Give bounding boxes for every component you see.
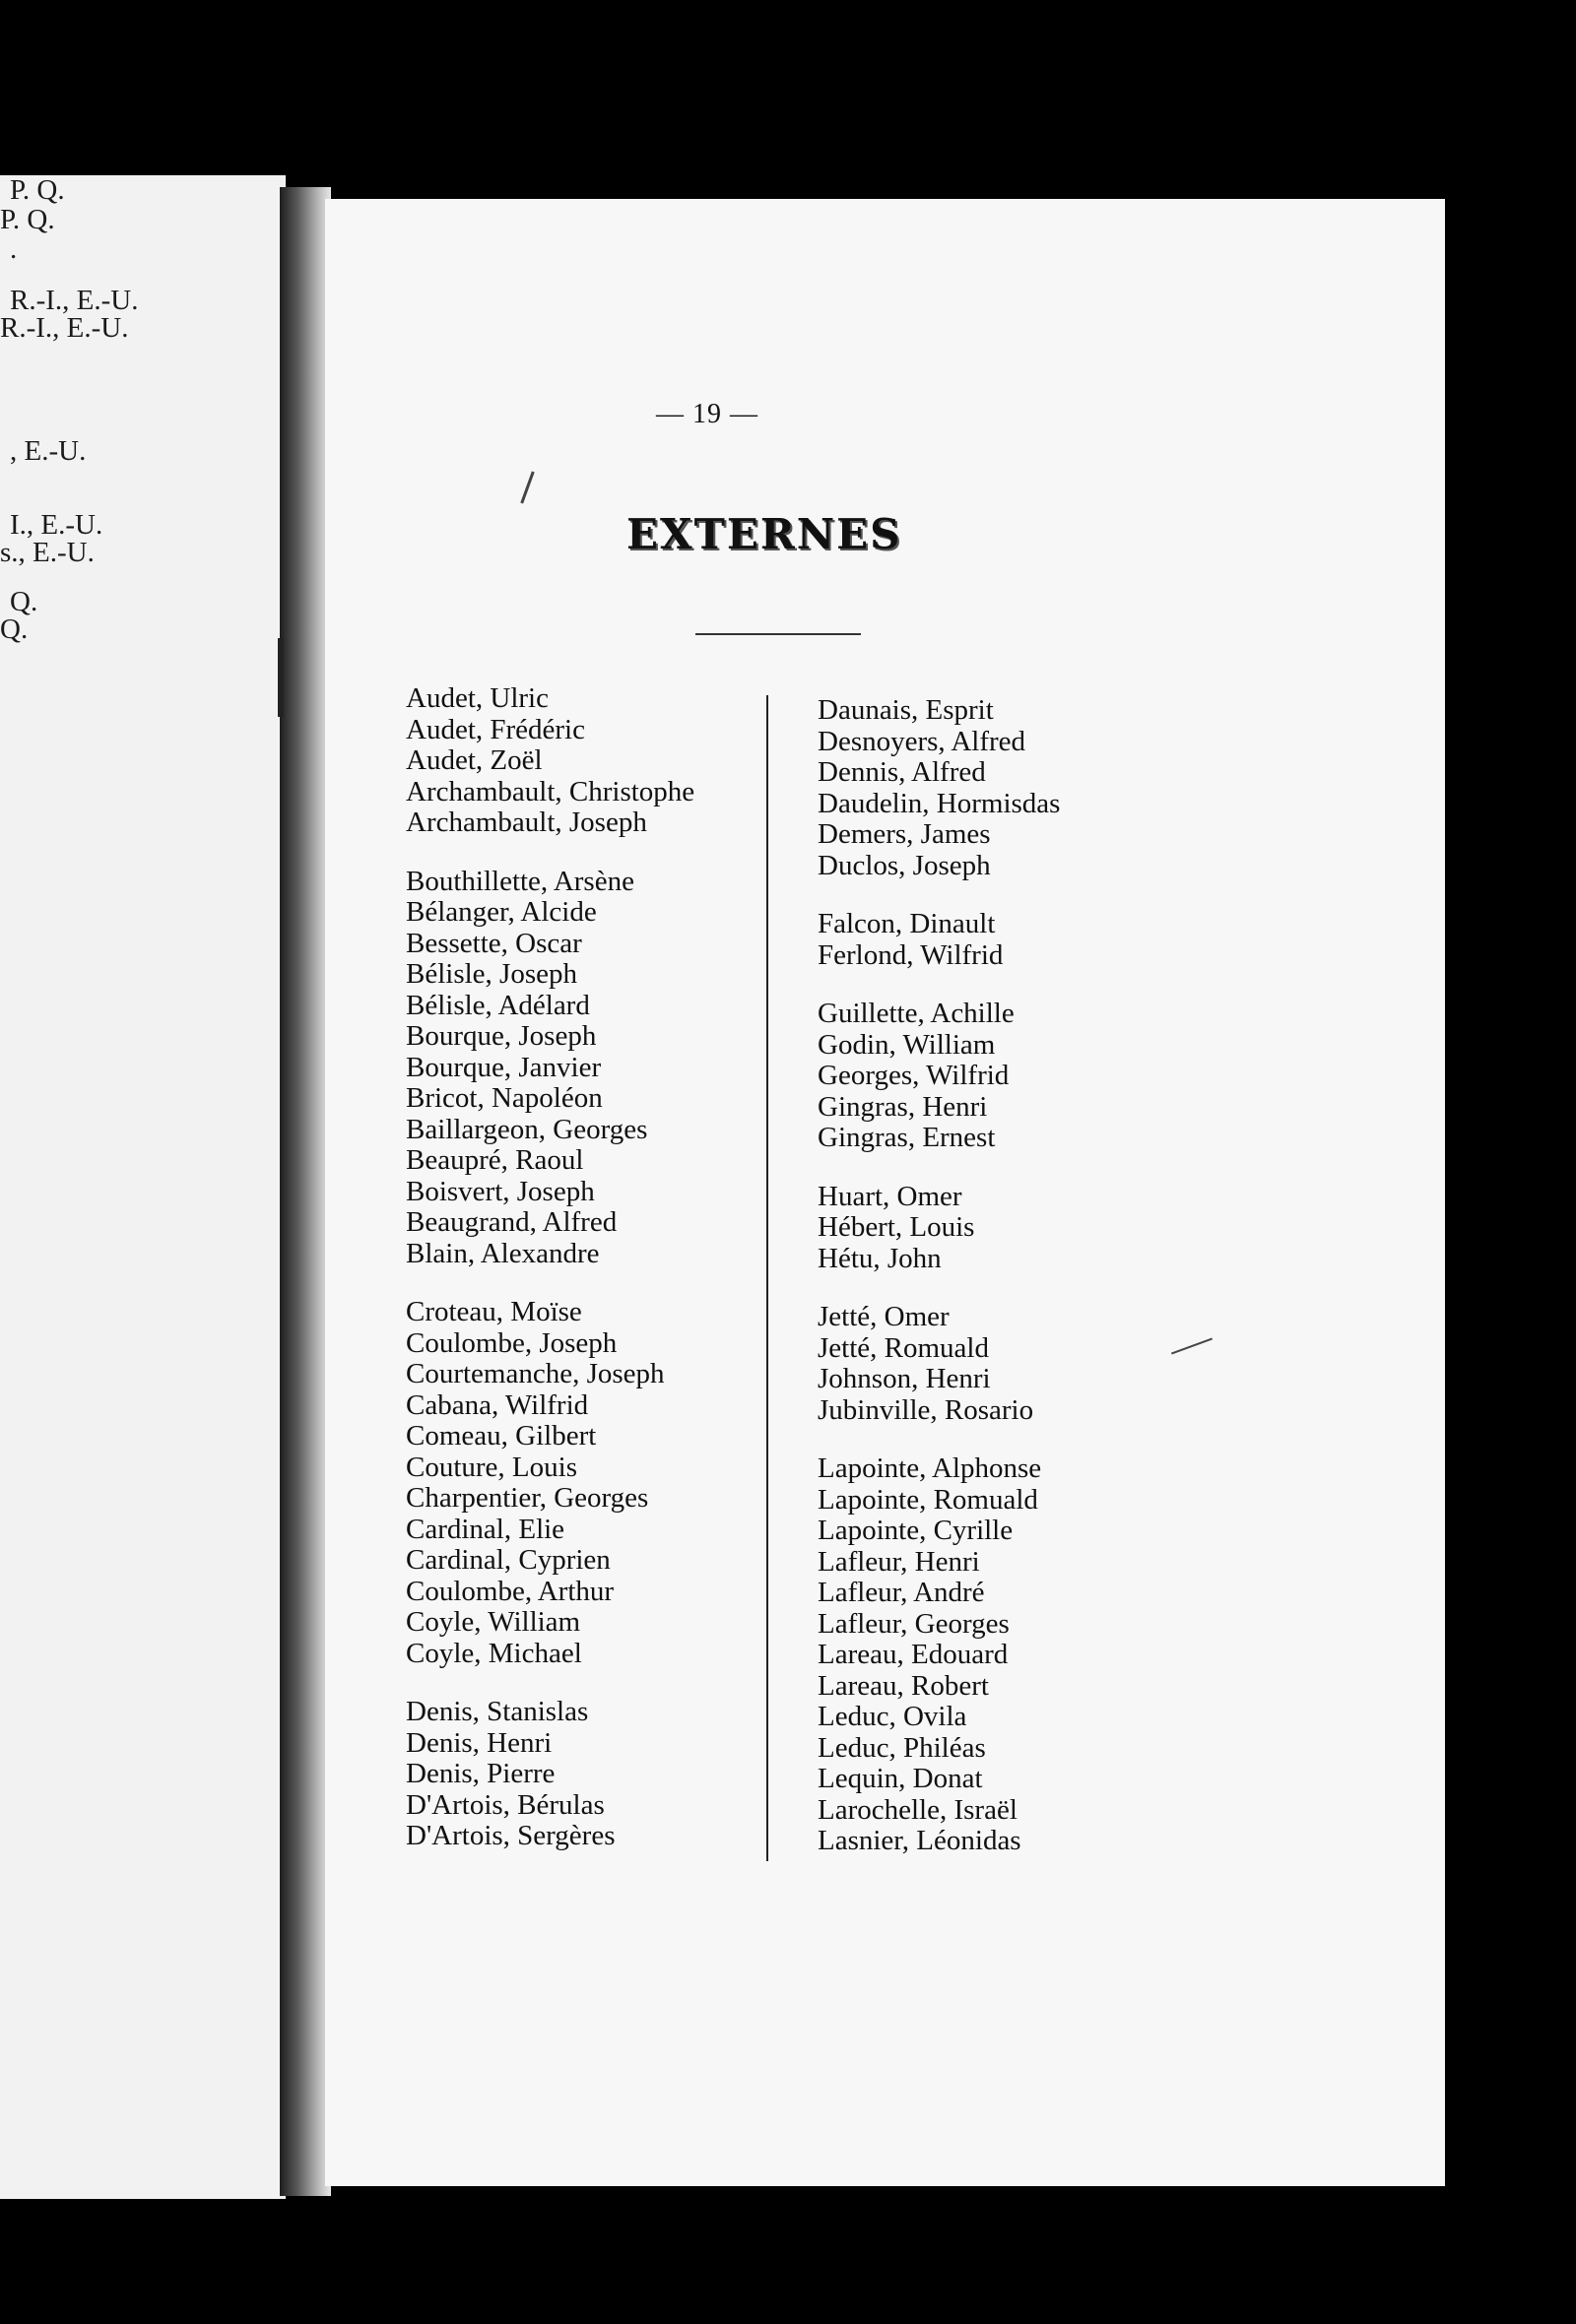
student-name: Lapointe, Romuald [818, 1483, 1038, 1516]
student-name: Jetté, Omer [818, 1301, 950, 1332]
student-name: Gingras, Ernest [818, 1122, 996, 1153]
student-name: Falcon, Dinault [818, 908, 996, 939]
student-name: Bélisle, Adélard [406, 989, 590, 1021]
student-name: Hétu, John [818, 1242, 942, 1274]
student-name: Archambault, Christophe [406, 775, 695, 807]
student-name: Denis, Pierre [406, 1758, 556, 1789]
student-name: Johnson, Henri [818, 1363, 991, 1394]
student-name: Godin, William [818, 1028, 996, 1061]
left-page-edge [0, 175, 286, 2199]
student-name: Gingras, Henri [818, 1090, 988, 1123]
left-name-column [406, 683, 694, 1880]
student-name: Audet, Zoël [406, 744, 543, 776]
student-name: Bélanger, Alcide [406, 896, 597, 928]
student-name: Bourque, Janvier [406, 1051, 602, 1083]
name-group [818, 1302, 1060, 1426]
section-heading: EXTERNES [626, 510, 902, 558]
student-name: Lareau, Edouard [818, 1639, 1009, 1670]
student-name: Bricot, Napoléon [406, 1082, 603, 1114]
student-name: Larochelle, Israël [818, 1793, 1018, 1826]
student-name: Cardinal, Elie [406, 1513, 565, 1545]
student-name: Lafleur, André [818, 1577, 985, 1608]
left-page-fragment: P. Q. [0, 204, 55, 235]
student-name: Bouthillette, Arsène [406, 865, 634, 897]
student-name: Beaupré, Raoul [406, 1144, 584, 1176]
student-name: Bourque, Joseph [406, 1020, 597, 1052]
student-name: Croteau, Moïse [406, 1296, 582, 1327]
student-name: Bessette, Oscar [406, 927, 582, 959]
student-name: Charpentier, Georges [406, 1482, 649, 1514]
name-group [406, 1297, 694, 1669]
student-name: Lareau, Robert [818, 1669, 989, 1702]
student-name: Courtemanche, Joseph [406, 1358, 665, 1389]
column-divider [766, 695, 768, 1861]
student-name: Coyle, William [406, 1606, 581, 1638]
student-name: Coyle, Michael [406, 1637, 582, 1669]
student-name: Couture, Louis [406, 1451, 577, 1483]
student-name: Lapointe, Cyrille [818, 1515, 1014, 1546]
student-name: Denis, Henri [406, 1726, 553, 1759]
student-name: Coulombe, Arthur [406, 1575, 615, 1607]
student-name: Cardinal, Cyprien [406, 1544, 611, 1576]
left-page-fragment: R.-I., E.-U. [0, 312, 129, 344]
name-group [818, 999, 1060, 1154]
student-name: Lasnier, Léonidas [818, 1825, 1021, 1856]
left-page-fragment: s., E.-U. [0, 537, 95, 568]
student-name: Audet, Frédéric [406, 713, 585, 745]
left-page-fragment: R.-I., E.-U. [10, 285, 139, 316]
student-name: Duclos, Joseph [818, 849, 991, 881]
student-name: Dennis, Alfred [818, 756, 986, 788]
student-name: Daunais, Esprit [818, 694, 994, 726]
name-group [818, 1453, 1060, 1857]
student-name: Lapointe, Alphonse [818, 1452, 1042, 1484]
student-name: Bélisle, Joseph [406, 958, 577, 990]
student-name: Georges, Wilfrid [818, 1060, 1010, 1091]
student-name: Demers, James [818, 818, 991, 850]
student-name: Comeau, Gilbert [406, 1420, 597, 1452]
name-group [406, 683, 694, 839]
student-name: Jubinville, Rosario [818, 1393, 1034, 1426]
student-name: Audet, Ulric [406, 682, 549, 714]
scan-mark [278, 638, 284, 717]
student-name: Desnoyers, Alfred [818, 725, 1026, 757]
student-name: Baillargeon, Georges [406, 1113, 648, 1145]
student-name: Denis, Stanislas [406, 1696, 589, 1727]
student-name: Hébert, Louis [818, 1211, 975, 1243]
name-group [406, 867, 694, 1270]
page-number: — 19 — [656, 399, 758, 429]
name-group [818, 695, 1060, 881]
student-name: Archambault, Joseph [406, 807, 647, 838]
student-name: D'Artois, Sergères [406, 1820, 616, 1851]
left-page-fragment: , E.-U. [10, 435, 87, 467]
left-page-fragment: Q. [0, 613, 29, 645]
student-name: Lafleur, Henri [818, 1545, 980, 1578]
book-spine [280, 187, 331, 2196]
student-name: Beaugrand, Alfred [406, 1206, 618, 1238]
student-name: Guillette, Achille [818, 998, 1015, 1029]
student-name: Blain, Alexandre [406, 1237, 600, 1269]
student-name: Lequin, Donat [818, 1763, 983, 1794]
student-name: Boisvert, Joseph [406, 1175, 595, 1207]
student-name: Lafleur, Georges [818, 1607, 1010, 1640]
student-name: D'Artois, Bérulas [406, 1788, 605, 1821]
name-group [818, 1182, 1060, 1275]
heading-rule [695, 633, 861, 635]
student-name: Ferlond, Wilfrid [818, 938, 1004, 971]
student-name: Huart, Omer [818, 1180, 962, 1212]
left-page-fragment: . [10, 233, 18, 265]
student-name: Cabana, Wilfrid [406, 1388, 589, 1421]
student-name: Coulombe, Joseph [406, 1326, 618, 1359]
name-group [406, 1697, 694, 1852]
student-name: Leduc, Ovila [818, 1701, 967, 1732]
student-name: Daudelin, Hormisdas [818, 787, 1061, 819]
left-page-fragment: I., E.-U. [10, 509, 103, 541]
name-group [818, 909, 1060, 971]
left-page-fragment: Q. [10, 586, 38, 617]
student-name: Leduc, Philéas [818, 1731, 986, 1764]
right-name-column [818, 695, 1060, 1885]
student-name: Jetté, Romuald [818, 1331, 989, 1364]
left-page-fragment: P. Q. [10, 174, 65, 206]
